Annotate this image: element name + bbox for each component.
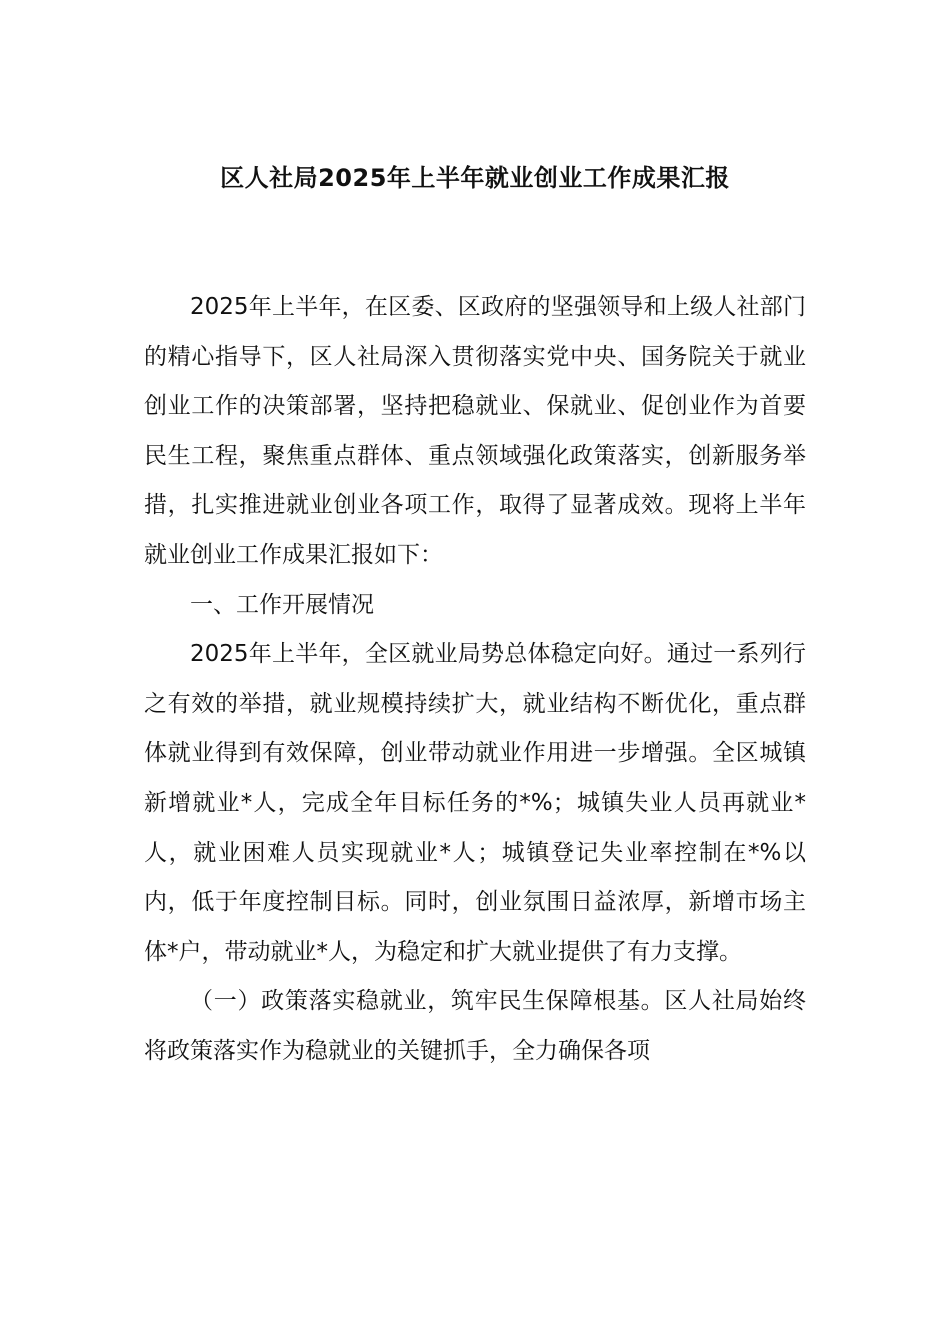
section-1-paragraph: 2025年上半年，全区就业局势总体稳定向好。通过一系列行之有效的举措，就业规模持续扩大，就业结构不断优化，重点群体就业得到有效保障，创业带动就业作用进一步增强。全区城镇新增就业*人，完成全年目标任务的*%；城镇失业人员再就业*人，就业困难人员实现就业*人；城镇登记失业率控制在*%以内，低于年度控制目标。同时，创业氛围日益浓厚，新增市场主体*户，带动就业*人，为稳定和扩大就业提供了有力支撑。 [144, 641, 806, 965]
document-body [144, 283, 806, 1077]
document-title: 区人社局2025年上半年就业创业工作成果汇报 [220, 164, 730, 192]
section-heading-1: 一、工作开展情况 [190, 591, 374, 618]
subsection-1-paragraph: （一）政策落实稳就业，筑牢民生保障根基。区人社局始终将政策落实作为稳就业的关键抓手，全力确保各项 [144, 988, 806, 1064]
intro-paragraph: 2025年上半年，在区委、区政府的坚强领导和上级人社部门的精心指导下，区人社局深入贯彻落实党中央、国务院关于就业创业工作的决策部署，坚持把稳就业、保就业、促创业作为首要民生工程，聚焦重点群体、重点领域强化政策落实，创新服务举措，扎实推进就业创业各项工作，取得了显著成效。现将上半年就业创业工作成果汇报如下： [144, 294, 806, 568]
